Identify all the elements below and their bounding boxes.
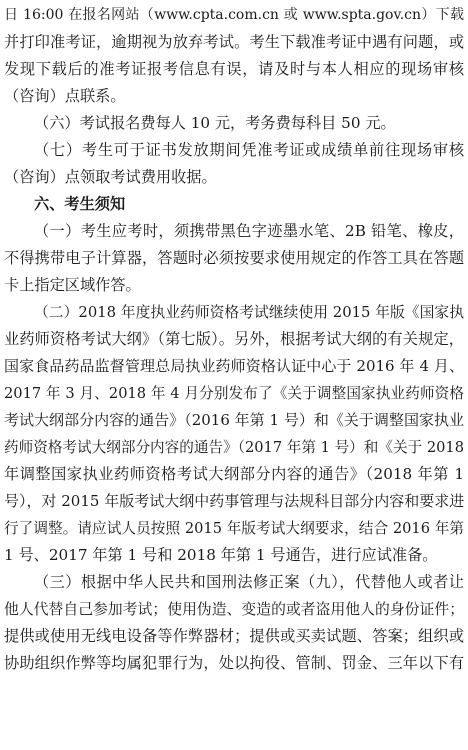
text-line: （三）根据中华人民共和国刑法修正案（九），代替他人或者让	[34, 573, 464, 591]
text-line: （七）考生可于证书发放期间凭准考证或成绩单前往现场审核	[34, 141, 464, 159]
text-line: 行了调整。请应试人员按照 2015 年版考试大纲要求，结合 2016 年第	[4, 520, 464, 537]
text-line: 号），对 2015 年版考试大纲中药事管理与法规科目部分内容和要求进	[4, 492, 464, 510]
text-line: （二）2018 年度执业药师资格考试继续使用 2015 年版《国家执	[34, 304, 464, 321]
text-line: 日 16:00 在报名网站（www.cpta.com.cn 或 www.spta.gov.cn）下载	[4, 7, 464, 23]
document-body	[4, 2, 464, 677]
text-line: 药师资格考试大纲部分内容的通告》（2017 年第 1 号）和《关于 2018	[4, 439, 464, 456]
text-line: 提供或使用无线电设备等作弊器材；提供或买卖试题、答案；组织或	[4, 627, 464, 645]
text-line: 1 号、2017 年第 1 号和 2018 年第 1 号通告，进行应试准备。	[4, 546, 438, 564]
text-line: 卡上指定区域作答。	[4, 276, 141, 294]
text-line: （咨询）点联系。	[4, 87, 126, 105]
text-line: 考试大纲部分内容的通告》（2016 年第 1 号）和《关于调整国家执业	[4, 411, 464, 429]
text-line: 发现下载后的准考证报考信息有误，请及时与本人相应的现场审核	[4, 60, 464, 78]
text-line: 业药师资格考试大纲》（第七版）。另外，根据考试大纲的有关规定，	[4, 330, 464, 348]
text-line: 不得携带电子计算器，答题时必须按要求使用规定的作答工具在答题	[4, 249, 464, 267]
text-line: 国家食品药品监督管理总局执业药师资格认证中心于 2016 年 4 月、	[4, 357, 464, 375]
text-line: （一）考生应考时，须携带黑色字迹墨水笔、2B 铅笔、橡皮，	[34, 222, 464, 240]
text-line: （六）考试报名费每人 10 元，考务费每科目 50 元。	[34, 114, 396, 132]
text-line: 年调整国家执业药师资格考试大纲部分内容的通告》（2018 年第 1	[4, 465, 464, 483]
text-line: 2017 年 3 月、2018 年 4 月分别发布了《关于调整国家执业药师资格	[4, 385, 464, 402]
text-line: 并打印准考证，逾期视为放弃考试。考生下载准考证中遇有问题，或	[4, 33, 464, 51]
text-line: 协助组织作弊等均属犯罪行为，处以拘役、管制、罚金、三年以下有	[4, 654, 464, 672]
text-line: 他人代替自己参加考试；使用伪造、变造的或者盗用他人的身份证件；	[4, 601, 464, 618]
text-line: （咨询）点领取考试费用收据。	[4, 168, 217, 186]
section-heading: 六、考生须知	[34, 195, 126, 213]
